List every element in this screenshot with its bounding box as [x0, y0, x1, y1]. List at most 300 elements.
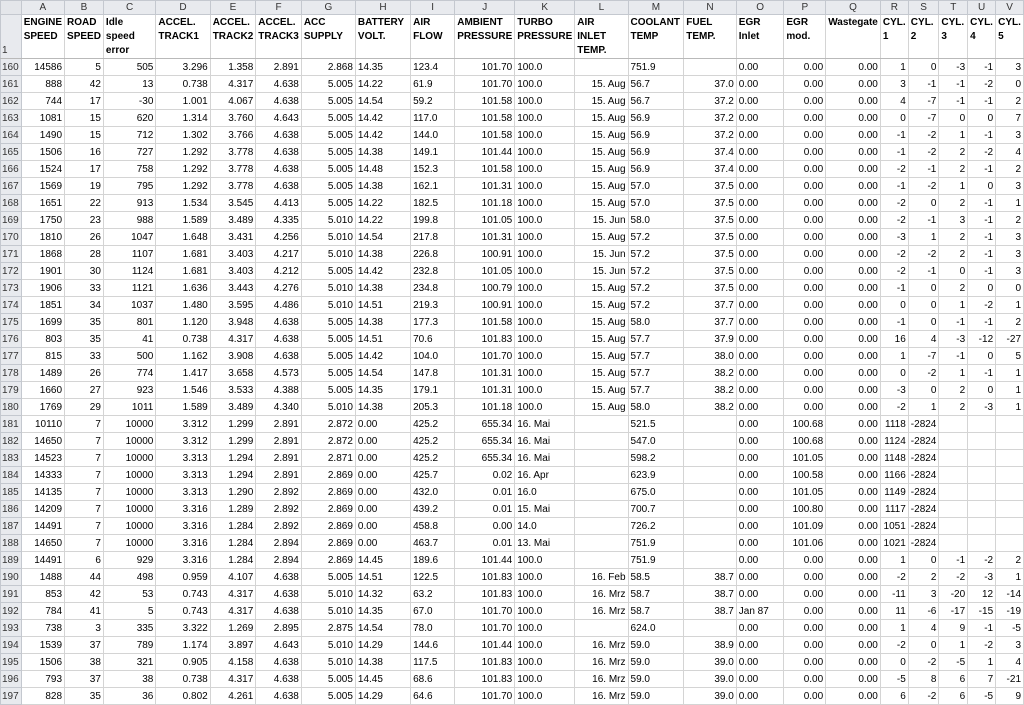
table-cell[interactable]: 78.0: [411, 620, 455, 637]
table-cell[interactable]: 0.00: [736, 433, 784, 450]
row-header[interactable]: 172: [1, 263, 22, 280]
table-cell[interactable]: 1117: [880, 501, 908, 518]
table-cell[interactable]: 5.005: [301, 195, 355, 212]
table-cell[interactable]: 14.35: [355, 59, 410, 76]
table-cell[interactable]: 1506: [21, 144, 64, 161]
table-cell[interactable]: 4: [996, 144, 1024, 161]
table-cell[interactable]: 100.0: [515, 620, 575, 637]
table-cell[interactable]: 58.0: [628, 314, 684, 331]
table-cell[interactable]: 14.0: [515, 518, 575, 535]
table-cell[interactable]: [996, 484, 1024, 501]
table-cell[interactable]: 6: [939, 688, 968, 705]
table-cell[interactable]: [575, 518, 628, 535]
table-cell[interactable]: 100.0: [515, 603, 575, 620]
table-cell[interactable]: 56.9: [628, 127, 684, 144]
table-cell[interactable]: -2: [908, 654, 939, 671]
table-cell[interactable]: 2.894: [256, 535, 302, 552]
table-cell[interactable]: 13: [103, 76, 155, 93]
table-cell[interactable]: 16. Mai: [515, 416, 575, 433]
table-cell[interactable]: 3.431: [210, 229, 256, 246]
table-cell[interactable]: 321: [103, 654, 155, 671]
table-cell[interactable]: 3: [65, 620, 104, 637]
row-header[interactable]: 167: [1, 178, 22, 195]
table-cell[interactable]: 1: [996, 569, 1024, 586]
table-cell[interactable]: 0: [968, 178, 996, 195]
table-cell[interactable]: 14523: [21, 450, 64, 467]
table-cell[interactable]: 3.595: [210, 297, 256, 314]
table-cell[interactable]: 2.891: [256, 433, 302, 450]
table-cell[interactable]: 425.2: [411, 416, 455, 433]
table-cell[interactable]: 0.00: [826, 467, 881, 484]
table-cell[interactable]: 4.217: [256, 246, 302, 263]
table-cell[interactable]: 1148: [880, 450, 908, 467]
table-cell[interactable]: 37.4: [684, 144, 737, 161]
column-header-g[interactable]: G: [301, 1, 355, 15]
table-cell[interactable]: 149.1: [411, 144, 455, 161]
table-cell[interactable]: 1: [880, 59, 908, 76]
column-title[interactable]: AMBIENT PRESSURE: [455, 15, 515, 59]
table-cell[interactable]: 425.7: [411, 467, 455, 484]
table-cell[interactable]: 13. Mai: [515, 535, 575, 552]
column-header-f[interactable]: F: [256, 1, 302, 15]
table-cell[interactable]: 58.7: [628, 603, 684, 620]
table-cell[interactable]: 101.58: [455, 127, 515, 144]
table-cell[interactable]: 675.0: [628, 484, 684, 501]
table-cell[interactable]: 100.0: [515, 569, 575, 586]
table-cell[interactable]: [575, 620, 628, 637]
table-cell[interactable]: 0.00: [355, 484, 410, 501]
table-cell[interactable]: 3.313: [156, 484, 210, 501]
table-cell[interactable]: 100.0: [515, 331, 575, 348]
column-title[interactable]: CYL. 4: [968, 15, 996, 59]
table-cell[interactable]: 0.00: [826, 450, 881, 467]
table-cell[interactable]: 1851: [21, 297, 64, 314]
table-cell[interactable]: 68.6: [411, 671, 455, 688]
table-cell[interactable]: 15. Aug: [575, 195, 628, 212]
table-cell[interactable]: 4.212: [256, 263, 302, 280]
table-cell[interactable]: 0.00: [736, 399, 784, 416]
table-cell[interactable]: -2: [908, 246, 939, 263]
table-cell[interactable]: 1047: [103, 229, 155, 246]
table-cell[interactable]: 10000: [103, 450, 155, 467]
table-cell[interactable]: 101.18: [455, 195, 515, 212]
table-cell[interactable]: 0.00: [355, 433, 410, 450]
table-cell[interactable]: 3: [880, 76, 908, 93]
table-cell[interactable]: 2.871: [301, 450, 355, 467]
table-cell[interactable]: 15. Aug: [575, 399, 628, 416]
table-cell[interactable]: 751.9: [628, 59, 684, 76]
row-header[interactable]: 1: [1, 15, 22, 59]
table-cell[interactable]: 0.02: [455, 467, 515, 484]
table-cell[interactable]: 123.4: [411, 59, 455, 76]
table-cell[interactable]: -1: [880, 280, 908, 297]
table-cell[interactable]: 505: [103, 59, 155, 76]
table-cell[interactable]: 28: [65, 246, 104, 263]
table-cell[interactable]: 16: [65, 144, 104, 161]
row-header[interactable]: 176: [1, 331, 22, 348]
table-cell[interactable]: 0.00: [826, 76, 881, 93]
table-cell[interactable]: 2: [939, 229, 968, 246]
table-cell[interactable]: 1.314: [156, 110, 210, 127]
table-cell[interactable]: 795: [103, 178, 155, 195]
table-cell[interactable]: 101.05: [784, 484, 826, 501]
table-cell[interactable]: 15. Jun: [575, 212, 628, 229]
table-cell[interactable]: [968, 450, 996, 467]
table-cell[interactable]: 0.00: [784, 331, 826, 348]
table-cell[interactable]: 0.802: [156, 688, 210, 705]
table-cell[interactable]: 1.534: [156, 195, 210, 212]
table-cell[interactable]: 4.638: [256, 654, 302, 671]
table-cell[interactable]: [939, 450, 968, 467]
table-cell[interactable]: 22: [65, 195, 104, 212]
table-cell[interactable]: 4: [908, 331, 939, 348]
table-cell[interactable]: 5.010: [301, 586, 355, 603]
table-cell[interactable]: 1901: [21, 263, 64, 280]
table-cell[interactable]: 5.005: [301, 161, 355, 178]
table-cell[interactable]: 0.00: [784, 586, 826, 603]
column-title[interactable]: CYL. 5: [996, 15, 1024, 59]
table-cell[interactable]: 0: [880, 365, 908, 382]
table-cell[interactable]: 1.636: [156, 280, 210, 297]
table-cell[interactable]: 0: [939, 110, 968, 127]
table-cell[interactable]: 14.35: [355, 603, 410, 620]
table-cell[interactable]: 37.7: [684, 297, 737, 314]
table-cell[interactable]: -2: [908, 365, 939, 382]
table-cell[interactable]: 15. Aug: [575, 348, 628, 365]
column-header-s[interactable]: S: [908, 1, 939, 15]
column-title[interactable]: AIR FLOW: [411, 15, 455, 59]
table-cell[interactable]: 655.34: [455, 450, 515, 467]
table-cell[interactable]: 15. Aug: [575, 229, 628, 246]
table-cell[interactable]: [996, 416, 1024, 433]
table-cell[interactable]: [939, 518, 968, 535]
table-cell[interactable]: 0.00: [736, 586, 784, 603]
table-cell[interactable]: 14.38: [355, 144, 410, 161]
table-cell[interactable]: 10000: [103, 467, 155, 484]
table-cell[interactable]: 10000: [103, 433, 155, 450]
table-cell[interactable]: -2: [908, 144, 939, 161]
table-cell[interactable]: Jan 87: [736, 603, 784, 620]
table-cell[interactable]: 100.0: [515, 365, 575, 382]
table-cell[interactable]: 16. Apr: [515, 467, 575, 484]
column-header-u[interactable]: U: [968, 1, 996, 15]
table-cell[interactable]: 1868: [21, 246, 64, 263]
row-header[interactable]: 161: [1, 76, 22, 93]
table-cell[interactable]: -1: [880, 178, 908, 195]
table-cell[interactable]: 1.417: [156, 365, 210, 382]
table-cell[interactable]: 0.00: [736, 314, 784, 331]
table-cell[interactable]: 56.9: [628, 144, 684, 161]
row-header[interactable]: 192: [1, 603, 22, 620]
table-cell[interactable]: -2: [880, 637, 908, 654]
table-cell[interactable]: 57.0: [628, 178, 684, 195]
table-cell[interactable]: 1810: [21, 229, 64, 246]
row-header[interactable]: 179: [1, 382, 22, 399]
table-cell[interactable]: 100.0: [515, 127, 575, 144]
table-cell[interactable]: 179.1: [411, 382, 455, 399]
table-cell[interactable]: 0.00: [736, 59, 784, 76]
table-cell[interactable]: 784: [21, 603, 64, 620]
table-cell[interactable]: 57.7: [628, 365, 684, 382]
table-cell[interactable]: 57.2: [628, 280, 684, 297]
table-cell[interactable]: 100.68: [784, 433, 826, 450]
table-cell[interactable]: 101.70: [455, 59, 515, 76]
table-cell[interactable]: 37.5: [684, 212, 737, 229]
table-cell[interactable]: 7: [65, 484, 104, 501]
table-cell[interactable]: 4.638: [256, 603, 302, 620]
table-cell[interactable]: 774: [103, 365, 155, 382]
table-cell[interactable]: 1.292: [156, 144, 210, 161]
table-cell[interactable]: 0: [880, 110, 908, 127]
table-cell[interactable]: 0.00: [355, 467, 410, 484]
table-cell[interactable]: -2824: [908, 450, 939, 467]
table-cell[interactable]: 100.68: [784, 416, 826, 433]
table-cell[interactable]: 2.892: [256, 484, 302, 501]
table-cell[interactable]: 4.638: [256, 569, 302, 586]
table-cell[interactable]: 2: [996, 93, 1024, 110]
table-cell[interactable]: -6: [908, 603, 939, 620]
table-cell[interactable]: 1121: [103, 280, 155, 297]
table-cell[interactable]: 5.010: [301, 246, 355, 263]
table-cell[interactable]: 144.6: [411, 637, 455, 654]
table-cell[interactable]: 1.681: [156, 246, 210, 263]
table-cell[interactable]: 0.738: [156, 76, 210, 93]
table-cell[interactable]: 14.29: [355, 637, 410, 654]
table-cell[interactable]: 4.335: [256, 212, 302, 229]
table-cell[interactable]: 0.00: [736, 127, 784, 144]
table-cell[interactable]: 0.00: [784, 195, 826, 212]
table-cell[interactable]: 15. Jun: [575, 263, 628, 280]
table-cell[interactable]: 15. Aug: [575, 178, 628, 195]
table-cell[interactable]: [575, 59, 628, 76]
table-cell[interactable]: 3.533: [210, 382, 256, 399]
table-cell[interactable]: 2.891: [256, 59, 302, 76]
table-cell[interactable]: [939, 433, 968, 450]
table-cell[interactable]: 3.489: [210, 212, 256, 229]
table-cell[interactable]: 57.7: [628, 331, 684, 348]
table-cell[interactable]: 59.2: [411, 93, 455, 110]
table-cell[interactable]: 1.289: [210, 501, 256, 518]
column-header-d[interactable]: D: [156, 1, 210, 15]
table-cell[interactable]: 100.58: [784, 467, 826, 484]
column-title[interactable]: EGR mod.: [784, 15, 826, 59]
table-cell[interactable]: 100.0: [515, 552, 575, 569]
table-cell[interactable]: 10000: [103, 484, 155, 501]
table-cell[interactable]: 1769: [21, 399, 64, 416]
table-cell[interactable]: -1: [968, 246, 996, 263]
table-cell[interactable]: 15. Aug: [575, 127, 628, 144]
table-cell[interactable]: 4.276: [256, 280, 302, 297]
table-cell[interactable]: 101.70: [455, 348, 515, 365]
table-cell[interactable]: 3.545: [210, 195, 256, 212]
table-cell[interactable]: 4.638: [256, 671, 302, 688]
column-title[interactable]: Wastegate: [826, 15, 881, 59]
table-cell[interactable]: 1524: [21, 161, 64, 178]
row-header[interactable]: 174: [1, 297, 22, 314]
table-cell[interactable]: 100.0: [515, 297, 575, 314]
table-cell[interactable]: [996, 535, 1024, 552]
table-cell[interactable]: 59.0: [628, 688, 684, 705]
table-cell[interactable]: -2: [880, 161, 908, 178]
table-cell[interactable]: 0.00: [826, 348, 881, 365]
table-cell[interactable]: 0.00: [736, 110, 784, 127]
table-cell[interactable]: -2: [880, 195, 908, 212]
table-cell[interactable]: 14.51: [355, 331, 410, 348]
table-cell[interactable]: 0: [996, 76, 1024, 93]
table-cell[interactable]: 3.322: [156, 620, 210, 637]
table-cell[interactable]: 5: [103, 603, 155, 620]
table-cell[interactable]: 0.959: [156, 569, 210, 586]
table-cell[interactable]: 1: [939, 297, 968, 314]
table-cell[interactable]: 100.0: [515, 144, 575, 161]
table-cell[interactable]: 0.00: [826, 484, 881, 501]
table-cell[interactable]: 16: [880, 331, 908, 348]
table-cell[interactable]: 14.22: [355, 76, 410, 93]
table-cell[interactable]: 152.3: [411, 161, 455, 178]
row-header[interactable]: 195: [1, 654, 22, 671]
table-cell[interactable]: 1051: [880, 518, 908, 535]
row-header[interactable]: 197: [1, 688, 22, 705]
table-cell[interactable]: 3.316: [156, 552, 210, 569]
row-header[interactable]: 193: [1, 620, 22, 637]
table-cell[interactable]: 0.00: [826, 552, 881, 569]
table-cell[interactable]: -1: [908, 212, 939, 229]
row-header[interactable]: 196: [1, 671, 22, 688]
table-cell[interactable]: 0.00: [736, 416, 784, 433]
table-cell[interactable]: 2.872: [301, 433, 355, 450]
table-cell[interactable]: 0: [939, 263, 968, 280]
table-cell[interactable]: 0.00: [784, 671, 826, 688]
table-cell[interactable]: -2824: [908, 518, 939, 535]
table-cell[interactable]: 0.00: [736, 280, 784, 297]
table-cell[interactable]: -5: [968, 688, 996, 705]
table-cell[interactable]: 101.05: [784, 450, 826, 467]
table-cell[interactable]: 122.5: [411, 569, 455, 586]
table-cell[interactable]: 2: [908, 569, 939, 586]
table-cell[interactable]: 4.317: [210, 603, 256, 620]
table-cell[interactable]: 3.760: [210, 110, 256, 127]
table-cell[interactable]: 0.00: [826, 620, 881, 637]
table-cell[interactable]: 70.6: [411, 331, 455, 348]
table-cell[interactable]: 16. Mrz: [575, 654, 628, 671]
table-cell[interactable]: 26: [65, 229, 104, 246]
table-cell[interactable]: 101.83: [455, 569, 515, 586]
table-cell[interactable]: 0.00: [355, 518, 410, 535]
table-cell[interactable]: 0.00: [826, 382, 881, 399]
table-cell[interactable]: 219.3: [411, 297, 455, 314]
table-cell[interactable]: 101.44: [455, 144, 515, 161]
table-cell[interactable]: 33: [65, 280, 104, 297]
table-cell[interactable]: 1488: [21, 569, 64, 586]
table-cell[interactable]: -1: [939, 93, 968, 110]
table-cell[interactable]: 101.31: [455, 178, 515, 195]
table-cell[interactable]: 3.313: [156, 467, 210, 484]
table-cell[interactable]: 0.00: [826, 229, 881, 246]
column-header-a[interactable]: A: [21, 1, 64, 15]
row-header[interactable]: 170: [1, 229, 22, 246]
table-cell[interactable]: [684, 501, 737, 518]
table-cell[interactable]: 2: [939, 144, 968, 161]
table-cell[interactable]: 0.00: [784, 569, 826, 586]
column-title[interactable]: FUEL TEMP.: [684, 15, 737, 59]
table-cell[interactable]: 15. Aug: [575, 297, 628, 314]
table-cell[interactable]: -1: [968, 229, 996, 246]
table-cell[interactable]: 1011: [103, 399, 155, 416]
table-cell[interactable]: 1021: [880, 535, 908, 552]
table-cell[interactable]: 12: [968, 586, 996, 603]
table-cell[interactable]: 0.00: [736, 263, 784, 280]
table-cell[interactable]: 30: [65, 263, 104, 280]
table-cell[interactable]: 1: [880, 552, 908, 569]
table-cell[interactable]: 5: [65, 59, 104, 76]
table-cell[interactable]: 700.7: [628, 501, 684, 518]
table-cell[interactable]: 0: [908, 280, 939, 297]
table-cell[interactable]: 17: [65, 93, 104, 110]
table-cell[interactable]: 38.2: [684, 399, 737, 416]
table-cell[interactable]: 1081: [21, 110, 64, 127]
table-cell[interactable]: 0: [968, 348, 996, 365]
table-cell[interactable]: 0: [908, 382, 939, 399]
table-cell[interactable]: -3: [968, 399, 996, 416]
table-cell[interactable]: 712: [103, 127, 155, 144]
table-cell[interactable]: 1107: [103, 246, 155, 263]
table-cell[interactable]: 5.005: [301, 314, 355, 331]
table-cell[interactable]: 0.00: [736, 467, 784, 484]
table-cell[interactable]: 38.2: [684, 382, 737, 399]
table-cell[interactable]: 15. Aug: [575, 331, 628, 348]
table-cell[interactable]: 4.256: [256, 229, 302, 246]
table-cell[interactable]: 0.00: [826, 280, 881, 297]
table-cell[interactable]: 2.891: [256, 467, 302, 484]
table-cell[interactable]: 14135: [21, 484, 64, 501]
table-cell[interactable]: 2.869: [301, 535, 355, 552]
table-cell[interactable]: -1: [968, 263, 996, 280]
table-cell[interactable]: 14.51: [355, 569, 410, 586]
table-cell[interactable]: 39.0: [684, 654, 737, 671]
table-cell[interactable]: -1: [939, 552, 968, 569]
table-cell[interactable]: 5.005: [301, 671, 355, 688]
table-cell[interactable]: 67.0: [411, 603, 455, 620]
table-cell[interactable]: 1: [996, 382, 1024, 399]
table-cell[interactable]: 9: [939, 620, 968, 637]
table-cell[interactable]: 1.284: [210, 552, 256, 569]
row-header[interactable]: 165: [1, 144, 22, 161]
table-cell[interactable]: 5: [996, 348, 1024, 365]
table-cell[interactable]: 100.0: [515, 348, 575, 365]
table-cell[interactable]: -1: [968, 127, 996, 144]
table-cell[interactable]: -2: [880, 399, 908, 416]
table-cell[interactable]: 0.00: [784, 263, 826, 280]
table-cell[interactable]: 15. Aug: [575, 110, 628, 127]
table-cell[interactable]: 3.403: [210, 246, 256, 263]
table-cell[interactable]: 101.58: [455, 314, 515, 331]
table-cell[interactable]: 3: [939, 212, 968, 229]
table-cell[interactable]: -11: [880, 586, 908, 603]
table-cell[interactable]: [996, 450, 1024, 467]
table-cell[interactable]: 14.22: [355, 195, 410, 212]
table-cell[interactable]: -2: [939, 569, 968, 586]
table-cell[interactable]: 4.638: [256, 144, 302, 161]
table-cell[interactable]: 815: [21, 348, 64, 365]
table-cell[interactable]: 0.00: [736, 535, 784, 552]
table-cell[interactable]: 2.869: [301, 518, 355, 535]
table-cell[interactable]: 0.00: [826, 671, 881, 688]
table-cell[interactable]: 0.00: [784, 161, 826, 178]
table-cell[interactable]: 0.00: [784, 127, 826, 144]
table-cell[interactable]: 2.895: [256, 620, 302, 637]
table-cell[interactable]: 57.2: [628, 246, 684, 263]
table-cell[interactable]: 0.00: [826, 688, 881, 705]
